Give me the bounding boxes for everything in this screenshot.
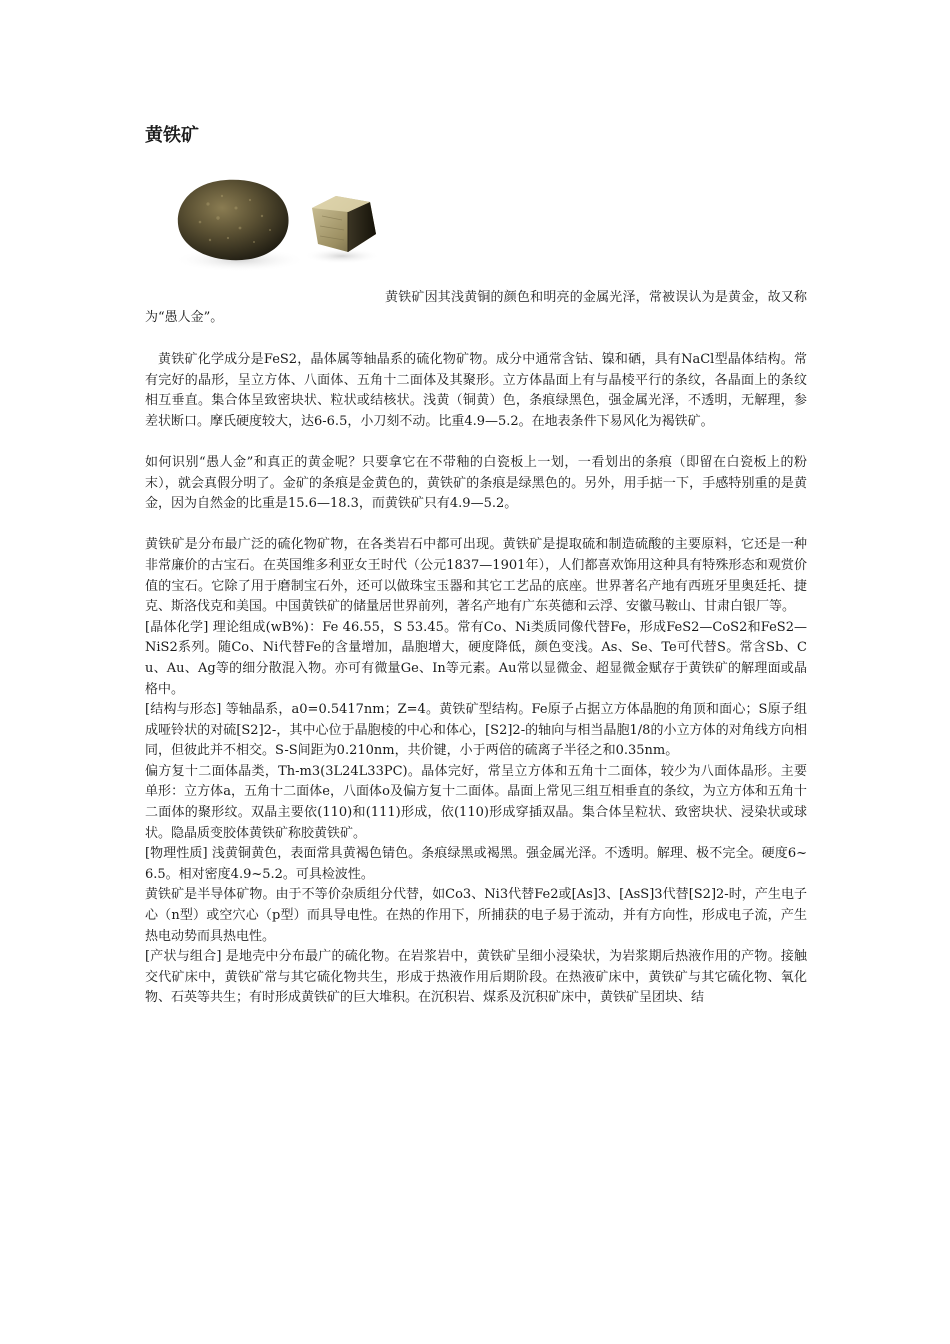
paragraph-composition: 黄铁矿化学成分是FeS2，晶体属等轴晶系的硫化物矿物。成分中通常含钴、镍和硒，具有NaCl型晶体结构。常有完好的晶形，呈立方体、八面体、五角十二面体及其聚形。立方体晶面上有与晶棱平行的条纹，各晶面上的条纹相互垂直。集合体呈致密块状、粒状或结核状。浅黄（铜黄）色，条痕绿黑色，强金属光泽，不透明，无解理，参差状断口。摩氏硬度较大，达6-6.5，小刀刻不动。比重4.9—5.2。在地表条件下易风化为褐铁矿。	[145, 352, 807, 429]
paragraph-occurrence: [产状与组合] 是地壳中分布最广的硫化物。在岩浆岩中，黄铁矿呈细小浸染状，为岩浆期后热液作用的产物。接触交代矿床中，黄铁矿常与其它硫化物共生，形成于热液作用后期阶段。在热液矿床中，黄铁矿与其它硫化物、氧化物、石英等共生；有时形成黄铁矿的巨大堆积。在沉积岩、煤系及沉积矿床中，黄铁矿呈团块、结	[145, 949, 807, 1006]
paragraph-distribution: 黄铁矿是分布最广泛的硫化物矿物，在各类岩石中都可出现。黄铁矿是提取硫和制造硫酸的主要原料，它还是一种非常廉价的古宝石。在英国维多利亚女王时代（公元1837—1901年），人们都喜欢饰用这种具有特殊形态和观赏价值的宝石。它除了用于磨制宝石外，还可以做珠宝玉器和其它工艺品的底座。世界著名产地有西班牙里奥廷托、捷克、斯洛伐克和美国。中国黄铁矿的储量居世界前列，著名产地有广东英德和云浮、安徽马鞍山、甘肃白银厂等。	[145, 537, 807, 615]
page-title: 黄铁矿	[145, 125, 199, 146]
pyrite-specimens-image	[170, 172, 386, 276]
figure-caption: 黄铁矿因其浅黄铜的颜色和明亮的金属光泽，常被误认为是黄金，故又称为“愚人金”。	[145, 290, 807, 325]
article-body	[145, 350, 807, 1009]
paragraph-crystal-class: 偏方复十二面体晶类，Th-m3(3L24L33PC)。晶体完好，常呈立方体和五角十二面体，较少为八面体晶形。主要单形：立方体a，五角十二面体e，八面体o及偏方复十二面体。晶面上常见三组互相垂直的条纹，为立方体和五角十二面体的聚形纹。双晶主要依(110)和(111)形成，依(110)形成穿插双晶。集合体呈粒状、致密块状、浸染状或球状。隐晶质变胶体黄铁矿称胶黄铁矿。	[145, 763, 807, 841]
pyrite-photo	[170, 172, 386, 276]
paragraph-physical-properties: [物理性质] 浅黄铜黄色，表面常具黄褐色锖色。条痕绿黑或褐黑。强金属光泽。不透明。解理、极不完全。硬度6~6.5。相对密度4.9~5.2。可具检波性。	[145, 846, 807, 882]
paragraph-structure-morphology: [结构与形态] 等轴晶系，a0=0.5417nm；Z=4。黄铁矿型结构。Fe原子占据立方体晶胞的角顶和面心；S原子组成哑铃状的对硫[S2]2-，其中心位于晶胞棱的中心和体心，[S2]2-的轴向与相当晶胞1/8的小立方体的对角线方向相同，但彼此并不相交。S-S间距为0.210nm，共价键，小于两倍的硫离子半径之和0.35nm。	[145, 702, 807, 759]
paragraph-semiconductor: 黄铁矿是半导体矿物。由于不等价杂质组分代替，如Co3、Ni3代替Fe2或[As]3、[AsS]3代替[S2]2-时，产生电子心（n型）或空穴心（p型）而具导电性。在热的作用下，所捕获的电子易于流动，并有方向性，形成电子流，产生热电动势而具热电性。	[145, 887, 807, 944]
paragraph-identification: 如何识别“愚人金”和真正的黄金呢？只要拿它在不带釉的白瓷板上一划，一看划出的条痕（即留在白瓷板上的粉末），就会真假分明了。金矿的条痕是金黄色的，黄铁矿的条痕是绿黑色的。另外，用手掂一下，手感特别重的是黄金，因为自然金的比重是15.6—18.3，而黄铁矿只有4.9—5.2。	[145, 454, 807, 512]
paragraph-crystal-chemistry: [晶体化学] 理论组成(wB%)：Fe 46.55，S 53.45。常有Co、Ni类质同像代替Fe，形成FeS2—CoS2和FeS2—NiS2系列。随Co、Ni代替Fe的含量增加，晶胞增大，硬度降低，颜色变浅。As、Se、Te可代替S。常含Sb、Cu、Au、Ag等的细分散混入物。亦可有微量Ge、In等元素。Au常以显微金、超显微金赋存于黄铁矿的解理面或晶格中。	[145, 619, 807, 697]
